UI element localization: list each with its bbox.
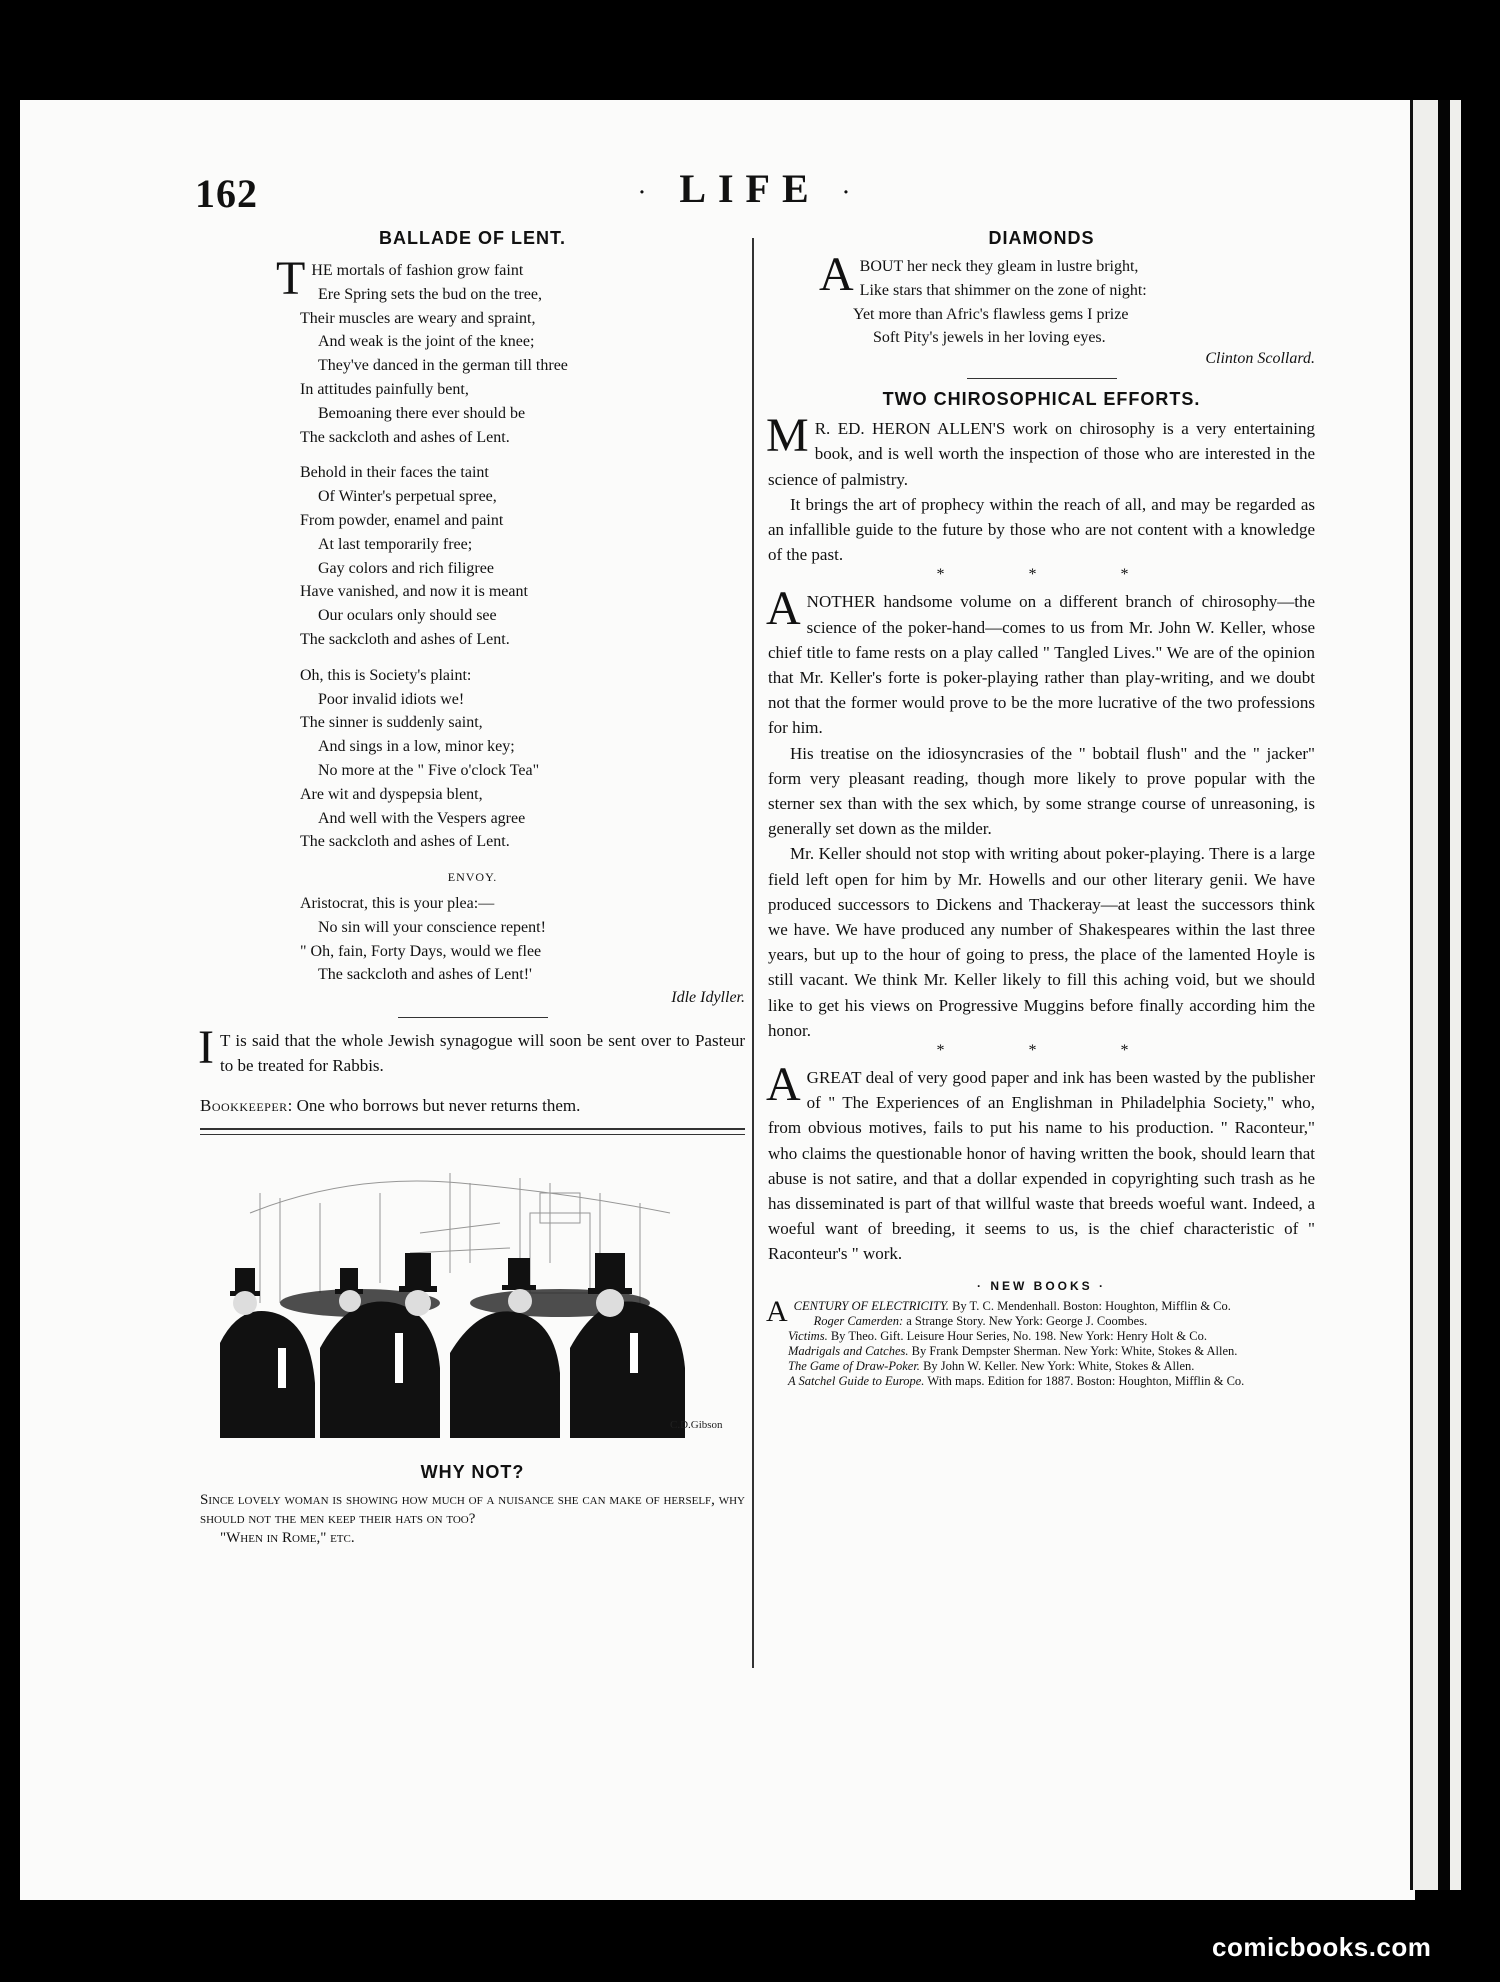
bookkeeper-term: Bookkeeper — [200, 1095, 288, 1115]
drop-cap: A — [766, 1294, 788, 1328]
book-details: a Strange Story. New York: George J. Coombes. — [903, 1313, 1148, 1328]
poem-line: The sackcloth and ashes of Lent. — [300, 833, 510, 851]
cartoon-title: WHY NOT? — [420, 1461, 525, 1482]
poem-line: Yet more than Afric's flawless gems I prize — [853, 305, 1129, 323]
poem-line: No sin will your conscience repent! — [318, 918, 546, 936]
poem-line: Our oculars only should see — [318, 607, 497, 625]
poem-line: Soft Pity's jewels in her loving eyes. — [873, 329, 1106, 347]
article-paragraph: R. ED. HERON ALLEN'S work on chirosophy is a very entertaining book, and is well worth the inspection of those who are interested in the science of palmistry. — [768, 419, 1315, 489]
envoy-label: ENVOY. — [447, 870, 498, 885]
drop-cap: A — [766, 582, 801, 636]
drop-cap: A — [766, 1058, 801, 1112]
bookkeeper-joke — [200, 1093, 745, 1118]
cartoon-signoff: "When in Rome," etc. — [220, 1529, 355, 1546]
book-title: Roger Camerden: — [813, 1313, 904, 1328]
drop-cap: M — [766, 409, 809, 463]
chirosophy-article — [766, 409, 1315, 1267]
bookkeeper-text: : One who borrows but never returns them. — [287, 1095, 581, 1115]
book-entry — [768, 1329, 1315, 1344]
poem-line: Ere Spring sets the bud on the tree, — [318, 285, 542, 303]
poem-line: Bemoaning there ever should be — [318, 404, 526, 422]
poem-line: In attitudes painfully bent, — [300, 380, 469, 398]
masthead-title: LIFE — [679, 166, 821, 211]
book-title: Victims. — [788, 1328, 828, 1343]
article-paragraph: NOTHER handsome volume on a different branch of chirosophy—the science of the poker-hand—comes to us from Mr. John W. Keller, whose chief title to fame rests on a play called " Tangled Lives." We are of the opinion that Mr. Keller's forte is poker-playing rather than play-writing, and we doubt not that the former would prove to be the more lucrative of the two professions for him. — [768, 592, 1315, 738]
poem-line: Gay colors and rich filigree — [318, 559, 494, 577]
drop-cap: T — [276, 252, 306, 305]
article-paragraph: It brings the art of prophecy within the reach of all, and may be regarded as an infallible guide to the future by those who are not content with a knowledge of the past. — [768, 494, 1315, 565]
poem-line: Have vanished, and now it is meant — [300, 583, 528, 601]
drop-cap: I — [198, 1021, 214, 1075]
article-paragraph: Mr. Keller should not stop with writing about poker-playing. There is a large field left open for him by Mr. Howells and our other literary genii. We have produced successors to Dickens and Thackeray—at least the successors think we have. We have produced any number of Shakespeares within the last three years, but up to the hour of going to press, the place of the lamented Hoyle is still vacant. We think Mr. Keller likely to fill this aching void, but we should like to get his views on Progressive Muggins before finally according him the honor. — [768, 844, 1315, 1040]
book-details: By John W. Keller. New York: White, Stokes & Allen. — [919, 1358, 1195, 1373]
stanza-1 — [276, 252, 745, 449]
book-title: CENTURY OF ELECTRICITY. — [793, 1298, 949, 1313]
binding-shadow — [1438, 100, 1450, 1890]
cartoon-illustration — [200, 1153, 735, 1443]
book-details: By T. C. Mendenhall. Boston: Houghton, Mifflin & Co. — [948, 1298, 1231, 1313]
book-title: The Game of Draw-Poker. — [788, 1358, 920, 1373]
artist-signature: C.D.Gibson — [670, 1418, 723, 1431]
diamonds-poem — [819, 248, 1315, 350]
section-rule — [398, 1017, 548, 1018]
book-entry — [768, 1359, 1315, 1374]
chirosophy-title: TWO CHIROSOPHICAL EFFORTS. — [882, 389, 1201, 410]
joke-text: T is said that the whole Jewish synagogue will soon be sent over to Pasteur to be treated for Rabbis. — [219, 1031, 745, 1076]
masthead-dot-left: · — [638, 181, 658, 204]
new-books-heading: · NEW BOOKS · — [977, 1278, 1106, 1293]
book-entry — [768, 1374, 1315, 1389]
book-details: By Theo. Gift. Leisure Hour Series, No. 198. New York: Henry Holt & Co. — [827, 1328, 1207, 1343]
section-stars: * * * — [936, 1042, 1169, 1060]
book-entry — [768, 1344, 1315, 1359]
book-title: A Satchel Guide to Europe. — [788, 1373, 925, 1388]
drop-cap: A — [819, 248, 854, 301]
poem-line: They've danced in the german till three — [318, 357, 568, 375]
right-column — [768, 228, 1315, 1389]
section-rule — [967, 378, 1117, 379]
section-stars: * * * — [936, 566, 1169, 584]
cartoon-caption: Since lovely woman is showing how much of a nuisance she can make of herself, why should not the men keep their hats on too? — [200, 1491, 745, 1527]
poem-line: HE mortals of fashion grow faint — [311, 262, 524, 279]
book-title: Madrigals and Catches. — [788, 1343, 909, 1358]
diamonds-attribution: Clinton Scollard. — [1205, 350, 1315, 368]
poem-line: Aristocrat, this is your plea:— — [300, 894, 495, 912]
ballade-poem — [276, 252, 745, 987]
poem-line: From powder, enamel and paint — [300, 511, 504, 529]
poem-line: The sackcloth and ashes of Lent. — [300, 630, 510, 648]
book-entry — [768, 1314, 1315, 1329]
poem-line: The sackcloth and ashes of Lent. — [300, 428, 510, 446]
poem-line: Behold in their faces the taint — [300, 464, 489, 482]
double-rule — [200, 1128, 745, 1135]
diamonds-title: DIAMONDS — [988, 228, 1095, 248]
poem-line: At last temporarily free; — [318, 535, 473, 553]
ballade-attribution: Idle Idyller. — [671, 989, 745, 1007]
poem-line: The sackcloth and ashes of Lent!' — [318, 966, 532, 984]
stanza-3 — [300, 664, 745, 854]
ballade-title: BALLADE OF LENT. — [379, 228, 566, 248]
masthead-dot-right: · — [842, 181, 862, 204]
stanza-2 — [300, 461, 745, 651]
poem-line: BOUT her neck they gleam in lustre bright, — [859, 258, 1139, 275]
masthead — [0, 165, 1500, 212]
new-books-list — [766, 1294, 1315, 1389]
adjacent-page-edge — [1410, 100, 1461, 1890]
poem-line: Of Winter's perpetual spree, — [318, 488, 497, 506]
article-paragraph: GREAT deal of very good paper and ink has been wasted by the publisher of " The Experiences of an Englishman in Philadelphia Society," who, from obvious motives, fails to put his name to his production. " Raconteur," who claims the questionable honor of having written the book, should learn that abuse is not satire, and that a dollar expended in copyrighting such trash as he has disseminated is part of that willful waste that breeds woeful want. Indeed, a woeful want of breeding, it seems to us, is the chief characteristic of " Raconteur's " work. — [768, 1068, 1315, 1264]
poem-line: No more at the " Five o'clock Tea" — [318, 761, 540, 779]
poem-line: Are wit and dyspepsia blent, — [300, 785, 483, 803]
poem-line: And sings in a low, minor key; — [318, 738, 515, 756]
site-watermark: comicbooks.com — [1212, 1932, 1432, 1962]
rabbis-joke — [198, 1021, 745, 1078]
column-divider — [752, 238, 754, 1668]
book-details: By Frank Dempster Sherman. New York: White, Stokes & Allen. — [908, 1343, 1238, 1358]
left-column — [200, 228, 745, 1548]
poem-line: Their muscles are weary and spraint, — [300, 309, 536, 327]
poem-line: And well with the Vespers agree — [318, 809, 526, 827]
poem-line: Oh, this is Society's plaint: — [300, 666, 472, 684]
poem-line: " Oh, fain, Forty Days, would we flee — [300, 942, 542, 960]
poem-line: Like stars that shimmer on the zone of night: — [859, 281, 1147, 299]
page-number: 162 — [195, 171, 258, 216]
poem-line: Poor invalid idiots we! — [318, 690, 465, 708]
poem-line: And weak is the joint of the knee; — [318, 333, 535, 351]
poem-line: The sinner is suddenly saint, — [300, 714, 483, 732]
book-details: With maps. Edition for 1887. Boston: Houghton, Mifflin & Co. — [924, 1373, 1245, 1388]
article-paragraph: His treatise on the idiosyncrasies of the " bobtail flush" and the " jacker" form very pleasant reading, though more likely to prove popular with the sterner sex than with the sex which, by some strange course of unreasoning, is generally set down as the milder. — [768, 743, 1315, 839]
